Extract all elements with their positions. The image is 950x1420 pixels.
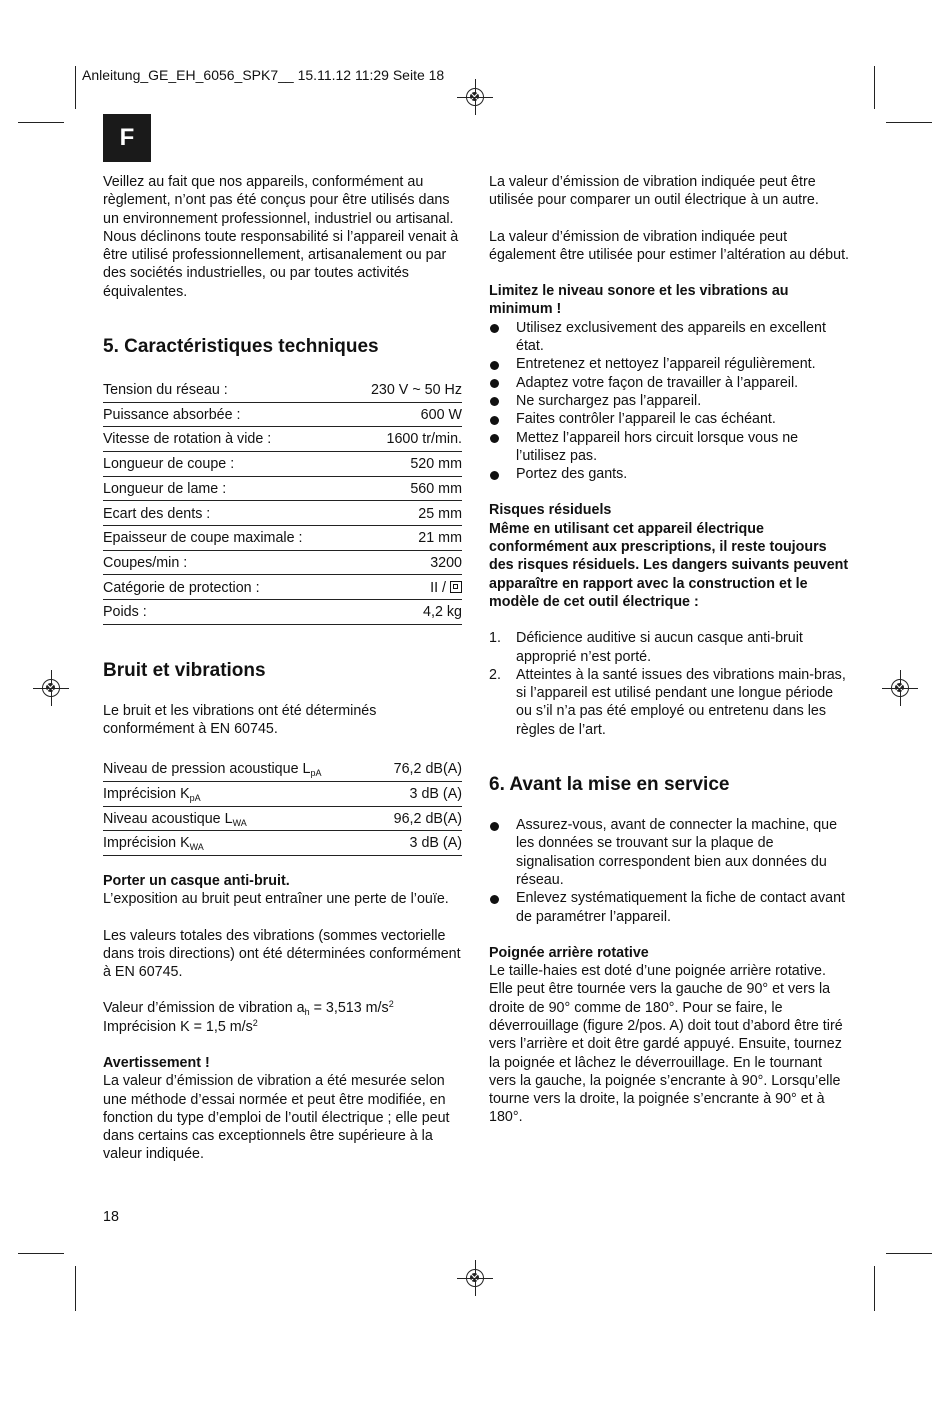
spec-label: Coupes/min : <box>103 554 188 571</box>
spec-value: 4,2 kg <box>423 604 462 621</box>
section-6-list <box>489 816 849 926</box>
crop-mark <box>874 1266 875 1311</box>
warning-text: La valeur d’émission de vibration a été mesurée selon une méthode d’essai normée et peut être modifiée, en fonction du type d’emploi de l’outil électrique ; elle peut dans certains cas exceptionnels être supérieure à la valeur indiquée. <box>103 1073 450 1163</box>
list-item: Utilisez exclusivement des appareils en excellent état. <box>489 319 849 356</box>
vibration-text: Les valeurs totales des vibrations (sommes vectorielle dans trois directions) ont été déterminées conformément à EN 60745. <box>103 927 461 981</box>
spec-row <box>103 503 462 527</box>
spec-row <box>103 527 462 551</box>
spec-row <box>103 552 462 576</box>
noise-row <box>103 808 462 832</box>
spec-row <box>103 428 462 452</box>
warning-title: Avertissement ! <box>103 1055 210 1071</box>
list-item: Entretenez et nettoyez l’appareil régulièrement. <box>489 355 849 373</box>
spec-value: 600 W <box>420 406 462 423</box>
language-badge: F <box>103 114 151 162</box>
ear-protection-text: L’exposition au bruit peut entraîner une perte de l’ouïe. <box>103 891 449 908</box>
spec-row <box>103 577 462 601</box>
spec-value: 560 mm <box>410 480 462 497</box>
spec-value: 1600 tr/min. <box>386 431 462 448</box>
vibration-uncertainty: Imprécision K = 1,5 $m/s^2$ <box>103 1017 258 1035</box>
noise-value: 76,2 dB(A) <box>393 761 462 778</box>
noise-value: 3 dB (A) <box>409 835 462 852</box>
noise-row <box>103 832 462 856</box>
spec-value: 21 mm <box>418 530 462 547</box>
spec-value: 230 V ~ 50 Hz <box>370 382 462 399</box>
noise-value: 96,2 dB(A) <box>393 810 462 827</box>
noise-row <box>103 758 462 782</box>
crop-mark <box>886 122 932 123</box>
double-insulation-icon <box>450 581 462 593</box>
spec-label: Longueur de coupe : <box>103 456 235 473</box>
rotating-handle-title: Poignée arrière rotative <box>489 944 649 961</box>
spec-value <box>430 577 462 600</box>
limit-title: Limitez le niveau sonore et les vibrations au minimum ! <box>489 283 789 318</box>
left-column <box>103 173 463 1164</box>
spec-label: Longueur de lame : <box>103 480 227 497</box>
right-column <box>489 173 849 1127</box>
list-item: Assurez-vous, avant de connecter la machine, que les données se trouvant sur la plaque de signalisation correspondent bien aux données du réseau. <box>489 816 849 889</box>
spec-label: Tension du réseau : <box>103 382 228 399</box>
crop-mark <box>18 122 64 123</box>
spec-label: Puissance absorbée : <box>103 406 241 423</box>
crop-mark <box>874 66 875 109</box>
spec-label: Poids : <box>103 604 147 621</box>
spec-value: 25 mm <box>418 505 462 522</box>
list-item: Mettez l’appareil hors circuit lorsque vous ne l’utilisez pas. <box>489 429 849 466</box>
ear-protection-title: Porter un casque anti-bruit. <box>103 872 290 889</box>
noise-label: Niveau de pression acoustique $L_{pA}$ <box>103 761 322 779</box>
spec-row <box>103 601 462 625</box>
vibration-value: Valeur d’émission de vibration $a_h = 3,513$ $m/s^2$ <box>103 999 394 1018</box>
noise-label: Imprécision $K_{pA}$ <box>103 786 201 804</box>
page-number: 18 <box>103 1209 119 1225</box>
noise-row <box>103 783 462 807</box>
list-item: Adaptez votre façon de travailler à l’appareil. <box>489 374 849 392</box>
spec-row <box>103 478 462 502</box>
residual-risks-list <box>489 629 849 739</box>
crop-mark <box>75 1266 76 1311</box>
list-item: 2. Atteintes à la santé issues des vibrations main-bras, si l’appareil est utilisé pendant une longue période ou s’il n’a pas été employé ou entretenu dans les règles de l’art. <box>489 666 846 738</box>
residual-risks-title: Risques résiduels <box>489 502 612 519</box>
section-5-title: 5. Caractéristiques techniques <box>103 336 379 358</box>
print-header: Anleitung_GE_EH_6056_SPK7__ 15.11.12 11:29 Seite 18 <box>82 67 445 83</box>
protection-class-text: II / <box>430 579 447 596</box>
spec-table <box>103 379 462 625</box>
registration-mark-icon <box>466 1269 484 1287</box>
spec-row <box>103 379 462 403</box>
spec-row <box>103 453 462 477</box>
section-6-title: 6. Avant la mise en service <box>489 774 730 796</box>
noise-value: 3 dB (A) <box>409 786 462 803</box>
list-item: Portez des gants. <box>489 465 849 483</box>
comparison-paragraph: La valeur d’émission de vibration indiquée peut être utilisée pour comparer un outil électrique à un autre. <box>489 174 819 209</box>
crop-mark <box>886 1253 932 1254</box>
intro-paragraph: Veillez au fait que nos appareils, conformément au règlement, n’ont pas été conçus pour être utilisés dans un environnement professionnel, industriel ou artisanal. Nous déclinons toute responsabilité si l’appareil venait à être utilisé professionnellement, artisanalement ou par des sociétés industrielles, ou par toutes activités équivalentes. <box>103 174 459 300</box>
noise-intro: Le bruit et les vibrations ont été déterminés conformément à EN 60745. <box>103 702 377 738</box>
limit-list <box>489 319 849 484</box>
list-item: Ne surchargez pas l’appareil. <box>489 392 849 410</box>
noise-label: Niveau acoustique $L_{WA}$ <box>103 810 247 828</box>
registration-mark-icon <box>42 679 60 697</box>
spec-label: Ecart des dents : <box>103 505 211 522</box>
noise-table <box>103 758 462 856</box>
crop-mark <box>18 1253 64 1254</box>
spec-label: Catégorie de protection : <box>103 579 260 596</box>
spec-label: Vitesse de rotation à vide : <box>103 431 272 448</box>
list-item: 1. Déficience auditive si aucun casque anti-bruit approprié n’est porté. <box>489 630 803 665</box>
spec-value: 3200 <box>430 554 462 571</box>
spec-row <box>103 404 462 428</box>
registration-mark-icon <box>466 88 484 106</box>
residual-risks-text: Même en utilisant cet appareil électrique conformément aux prescriptions, il reste toujours des risques résiduels. Les dangers suivants peuvent apparaître en rapport avec la construction et le modèle de cet outil électrique : <box>489 520 849 610</box>
rotating-handle-text: Le taille-haies est doté d’une poignée arrière rotative. Elle peut être tournée vers la gauche de 90° et vers la droite de 90° comme de 180°. Pour se faire, le déverrouillage (figure 2/pos. A) doit tout d’abord être tiré vers l’arrière et doit être gardé appuyé. Ensuite, tournez la poignée et lâchez le déverrouillage. En le tournant vers la gauche, la poignée s’encrante à 90°. Lorsqu’elle tourne vers la droite, la poignée s’encrante à 90° et à 180°. <box>489 963 843 1126</box>
estimation-paragraph: La valeur d’émission de vibration indiquée peut également être utilisée pour estimer l’altération au début. <box>489 228 850 263</box>
list-item: Enlevez systématiquement la fiche de contact avant de paramétrer l’appareil. <box>489 889 849 926</box>
crop-mark <box>75 66 76 109</box>
list-item: Faites contrôler l’appareil le cas échéant. <box>489 410 849 428</box>
noise-label: Imprécision $K_{WA}$ <box>103 835 204 853</box>
spec-value: 520 mm <box>410 456 462 473</box>
noise-title: Bruit et vibrations <box>103 659 266 681</box>
spec-label: Epaisseur de coupe maximale : <box>103 530 303 547</box>
registration-mark-icon <box>891 679 909 697</box>
